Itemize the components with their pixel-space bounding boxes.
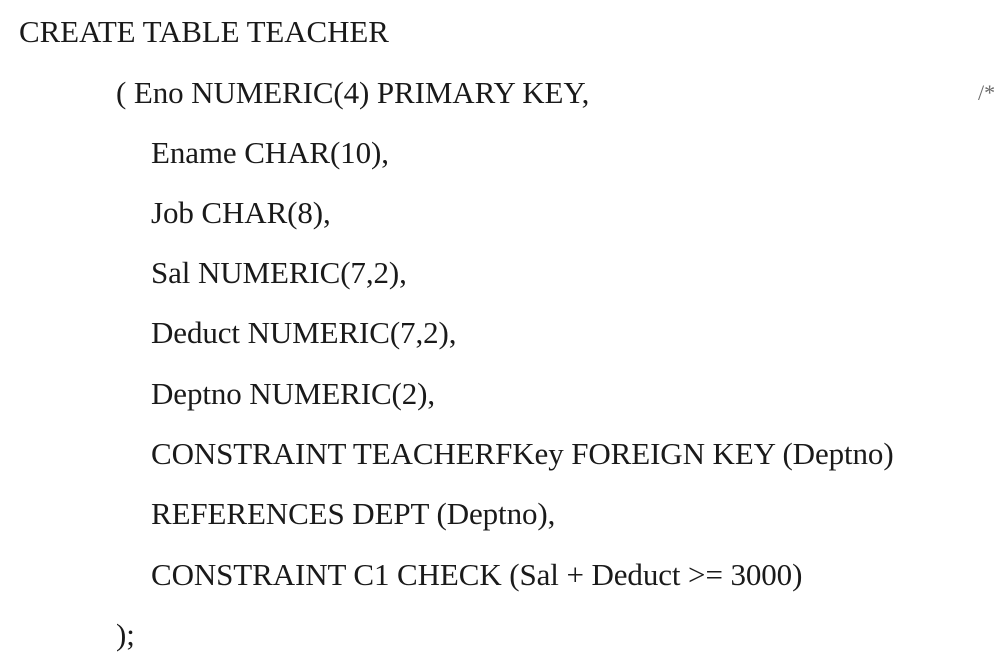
sql-line-job: Job CHAR(8), xyxy=(151,195,331,230)
sql-line-foreign-key: CONSTRAINT TEACHERFKey FOREIGN KEY (Deptno) xyxy=(151,436,894,471)
sql-line-ename: Ename CHAR(10), xyxy=(151,135,389,170)
sql-line-references: REFERENCES DEPT (Deptno), xyxy=(151,496,556,531)
sql-line-check-constraint: CONSTRAINT C1 CHECK (Sal + Deduct >= 3000) xyxy=(151,557,803,592)
sql-line-eno: ( Eno NUMERIC(4) PRIMARY KEY, xyxy=(116,75,590,110)
sql-line-close: ); xyxy=(116,617,135,652)
sql-line-deptno: Deptno NUMERIC(2), xyxy=(151,376,436,411)
sql-line-deduct: Deduct NUMERIC(7,2), xyxy=(151,315,457,350)
comment-fragment: /* xyxy=(978,80,996,105)
sql-line-sal: Sal NUMERIC(7,2), xyxy=(151,255,407,290)
sql-line-create-table: CREATE TABLE TEACHER xyxy=(19,14,389,49)
